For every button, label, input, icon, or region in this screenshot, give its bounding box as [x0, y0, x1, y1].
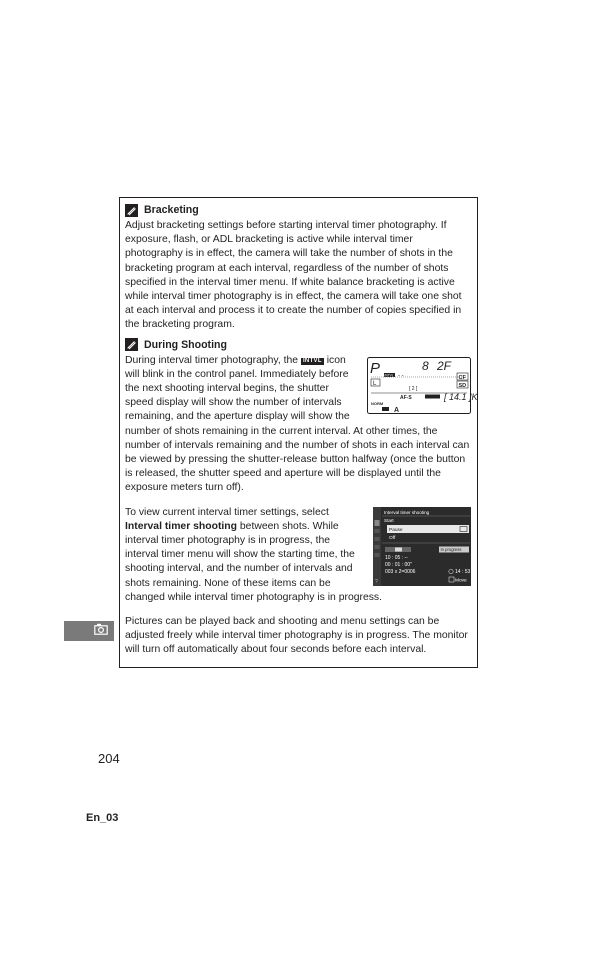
lcd-count: [ 14.1 ]K — [444, 391, 478, 402]
during-shooting-heading-text: During Shooting — [144, 338, 227, 351]
menu-start-time: 10 : 05 : -- — [385, 554, 408, 561]
lcd-mode: P — [370, 359, 381, 377]
menu-pause: Pause — [389, 527, 403, 533]
footer-code: En_03 — [86, 812, 119, 824]
pencil-note-icon — [125, 338, 138, 351]
menu-clock: 14 : 53 — [455, 568, 471, 575]
menu-interval: 00 : 01 : 00" — [385, 561, 412, 568]
note-box — [119, 197, 478, 668]
bracketing-heading-text: Bracketing — [144, 203, 199, 216]
lcd-af: AF-S — [400, 394, 412, 401]
lcd-shutter: 8 — [422, 358, 429, 373]
lcd-bracket: [ 2 ] — [409, 385, 418, 392]
interval-timer-menu-illustration — [373, 507, 471, 586]
menu-title: Interval timer shooting — [384, 509, 430, 515]
bracketing-heading — [125, 203, 471, 217]
interval-timer-shooting-term: Interval timer shooting — [125, 520, 238, 532]
svg-text:?: ? — [375, 578, 378, 585]
svg-text:- -: - - — [398, 372, 404, 379]
control-panel-illustration — [367, 357, 478, 414]
intvl-icon: INTVL — [302, 357, 322, 364]
shooting-menu-tab — [64, 621, 114, 641]
during-shooting-para2: To view current interval timer settings, select Interval timer shooting between shots. While interval timer photography is in progress, the interval timer menu will show the starting time, the shooting interval, and the number of intervals and shots remaining. None of these items can be changed while interval timer photography is in progress. — [125, 506, 383, 603]
lcd-wb: A — [394, 406, 400, 414]
lcd-quality: NORM — [371, 400, 384, 406]
lcd-intvl: INTVL — [384, 372, 394, 377]
menu-off: Off — [389, 535, 396, 541]
lcd-card1: CF — [458, 374, 466, 381]
menu-start: Start — [384, 517, 394, 523]
during-shooting-heading — [125, 338, 471, 352]
menu-remaining: 003 x 2=0006 — [385, 568, 416, 575]
during-shooting-para3: Pictures can be played back and shooting and menu settings can be adjusted freely while interval timer photography is in progress. The monitor will turn off automatically about four seconds before each interval. — [125, 616, 468, 656]
lcd-aperture: 2F — [437, 358, 452, 373]
lcd-card2: SD — [458, 382, 467, 389]
camera-icon — [94, 622, 108, 640]
bracketing-body: Adjust bracketing settings before starting interval timer photography. If exposure, flash, or ADL bracketing is active while interval timer photography is in effect, the camera will take the number of shots in the bracketing program at each interval, regardless of the number of shots specified in the interval timer menu. If white balance bracketing is active while interval timer photography is in effect, the camera will take one shot at each interval and process it to create the number of copies specified in the bracketing program. — [125, 220, 462, 331]
menu-move: Move — [455, 578, 467, 584]
pencil-note-icon — [125, 204, 138, 217]
page-number: 204 — [98, 751, 120, 766]
svg-text:L: L — [373, 380, 377, 387]
menu-status: In progress — [440, 546, 462, 552]
during-shooting-para1: During interval timer photography, the INTVL icon will blink in the control panel. Immediately before the next shooting interval begins, the shutter speed display will show the number of intervals remaining, and the aperture display will show the number of shots remaining in the current interval. At other times, the number of intervals remaining and the number of shots in each interval can be viewed by pressing the shutter-release button halfway (once the button is released, the shutter speed and aperture will be displayed until the exposure meters turn off). — [125, 354, 470, 494]
